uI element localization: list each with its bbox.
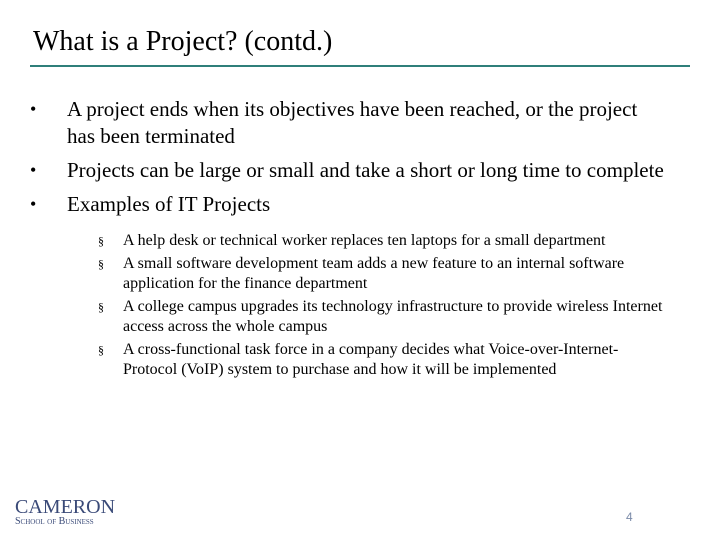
bullet-text: Examples of IT Projects bbox=[67, 192, 271, 216]
sub-bullet-item bbox=[98, 254, 670, 294]
bullet-item bbox=[30, 191, 670, 218]
slide-content bbox=[30, 96, 670, 383]
page-number: 4 bbox=[626, 510, 633, 524]
sub-bullet-glyph: § bbox=[98, 300, 104, 314]
sub-bullet-glyph: § bbox=[98, 343, 104, 357]
logo-main-text: CAMERON bbox=[15, 496, 116, 518]
sub-bullet-text: A small software development team adds a new feature to an internal software application for the finance department bbox=[123, 255, 625, 292]
sub-bullet-text: A help desk or technical worker replaces ten laptops for a small department bbox=[123, 232, 606, 249]
sub-bullet-item bbox=[98, 231, 670, 251]
sub-bullet-glyph: § bbox=[98, 257, 104, 271]
sub-bullet-item bbox=[98, 340, 670, 380]
title-divider bbox=[30, 65, 690, 67]
bullet-text: Projects can be large or small and take a short or long time to complete bbox=[67, 158, 664, 182]
bullet-item bbox=[30, 96, 670, 150]
sub-bullet-item bbox=[98, 297, 670, 337]
bullet-glyph: • bbox=[30, 160, 37, 180]
sub-bullet-list bbox=[30, 231, 670, 380]
bullet-text: A project ends when its objectives have been reached, or the project has been terminated bbox=[67, 97, 638, 148]
sub-bullet-text: A cross-functional task force in a company decides what Voice-over-Internet-Protocol (VoIP) system to purchase and how it will be implemented bbox=[123, 341, 619, 378]
bullet-glyph: • bbox=[30, 99, 37, 119]
slide-title: What is a Project? (contd.) bbox=[33, 26, 333, 57]
sub-bullet-glyph: § bbox=[98, 234, 104, 248]
bullet-glyph: • bbox=[30, 194, 37, 214]
sub-bullet-text: A college campus upgrades its technology infrastructure to provide wireless Internet access across the whole campus bbox=[123, 298, 663, 335]
bullet-item bbox=[30, 157, 670, 184]
cameron-logo bbox=[15, 497, 115, 527]
logo-sub-text: School of Business bbox=[15, 516, 94, 527]
